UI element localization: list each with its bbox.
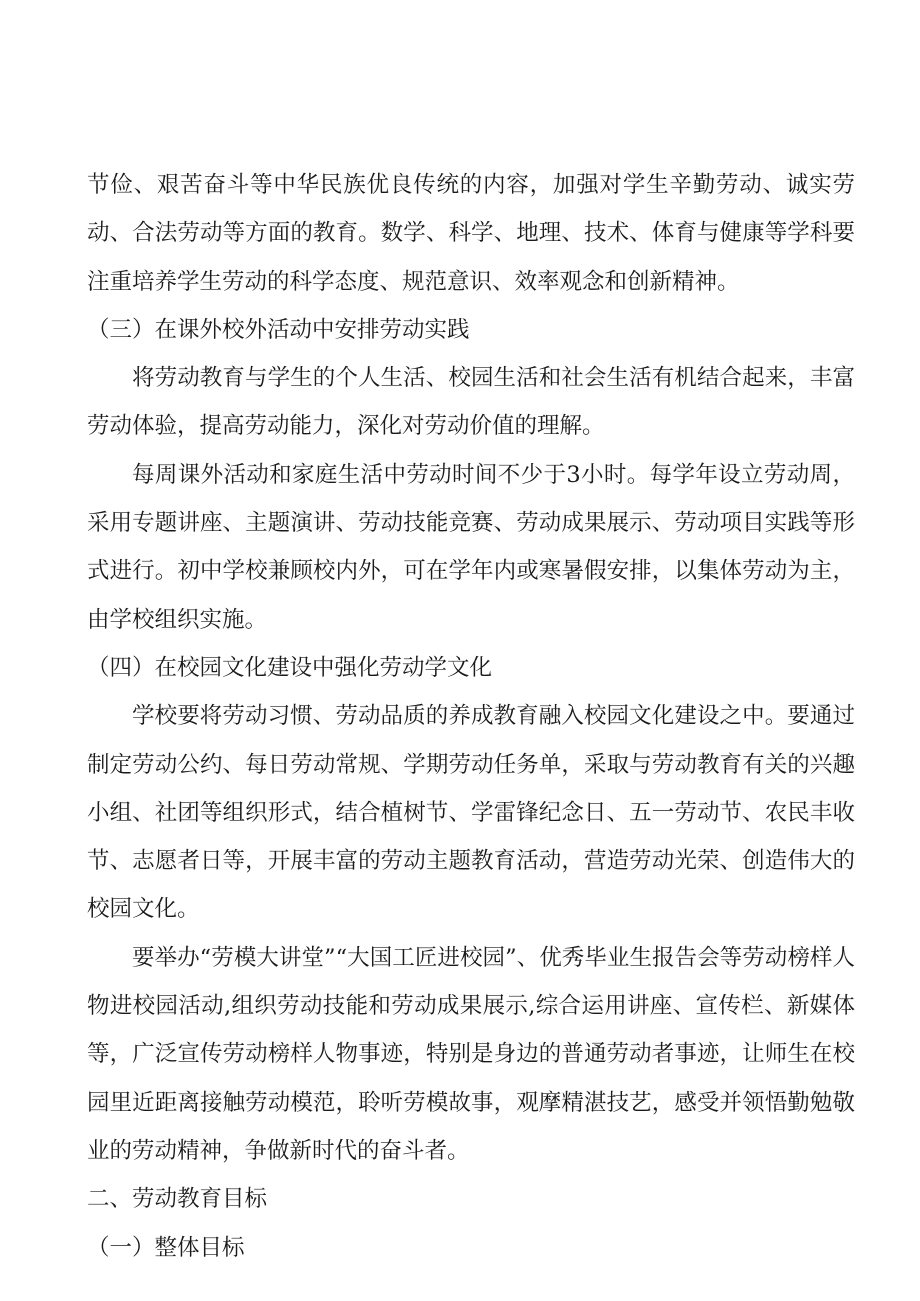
chapter-heading: 二、劳动教育目标 <box>87 1186 268 1213</box>
section-heading-3: （三）在课外校外活动中安排劳动实践 <box>87 316 470 343</box>
section-heading-4: （四）在校园文化建设中强化劳动学文化 <box>87 654 493 681</box>
paragraph-continuation: 节俭、艰苦奋斗等中华民族优良传统的内容，加强对学生辛勤劳动、诚实劳动、合法劳动等方面的教育。数学、科学、地理、技术、体育与健康等学科要注重培养学生劳动的科学态度、规范意识、效率观念和创新精神。 <box>87 172 855 295</box>
paragraph: 要举办“劳模大讲堂”“大国工匠进校园”、优秀毕业生报告会等劳动榜样人物进校园活动,组织劳动技能和劳动成果展示,综合运用讲座、宣传栏、新媒体等，广泛宣传劳动榜样人物事迹，特别是身边的普通劳动者事迹，让师生在校园里近距离接触劳动模范，聆听劳模故事，观摩精湛技艺，感受并领悟勤勉敬业的劳动精神，争做新时代的奋斗者。 <box>87 944 855 1164</box>
paragraph: 每周课外活动和家庭生活中劳动时间不少于3小时。每学年设立劳动周，采用专题讲座、主题演讲、劳动技能竞赛、劳动成果展示、劳动项目实践等形式进行。初中学校兼顾校内外，可在学年内或寒暑假安排，以集体劳动为主，由学校组织实施。 <box>87 461 855 633</box>
subsection-heading: （一）整体目标 <box>87 1234 245 1261</box>
document-body <box>87 161 855 1272</box>
paragraph: 将劳动教育与学生的个人生活、校园生活和社会生活有机结合起来，丰富劳动体验，提高劳动能力，深化对劳动价值的理解。 <box>87 365 855 440</box>
paragraph: 学校要将劳动习惯、劳动品质的养成教育融入校园文化建设之中。要通过制定劳动公约、每日劳动常规、学期劳动任务单，采取与劳动教育有关的兴趣小组、社团等组织形式，结合植树节、学雷锋纪念日、五一劳动节、农民丰收节、志愿者日等，开展丰富的劳动主题教育活动，营造劳动光荣、创造伟大的校园文化。 <box>87 703 855 923</box>
